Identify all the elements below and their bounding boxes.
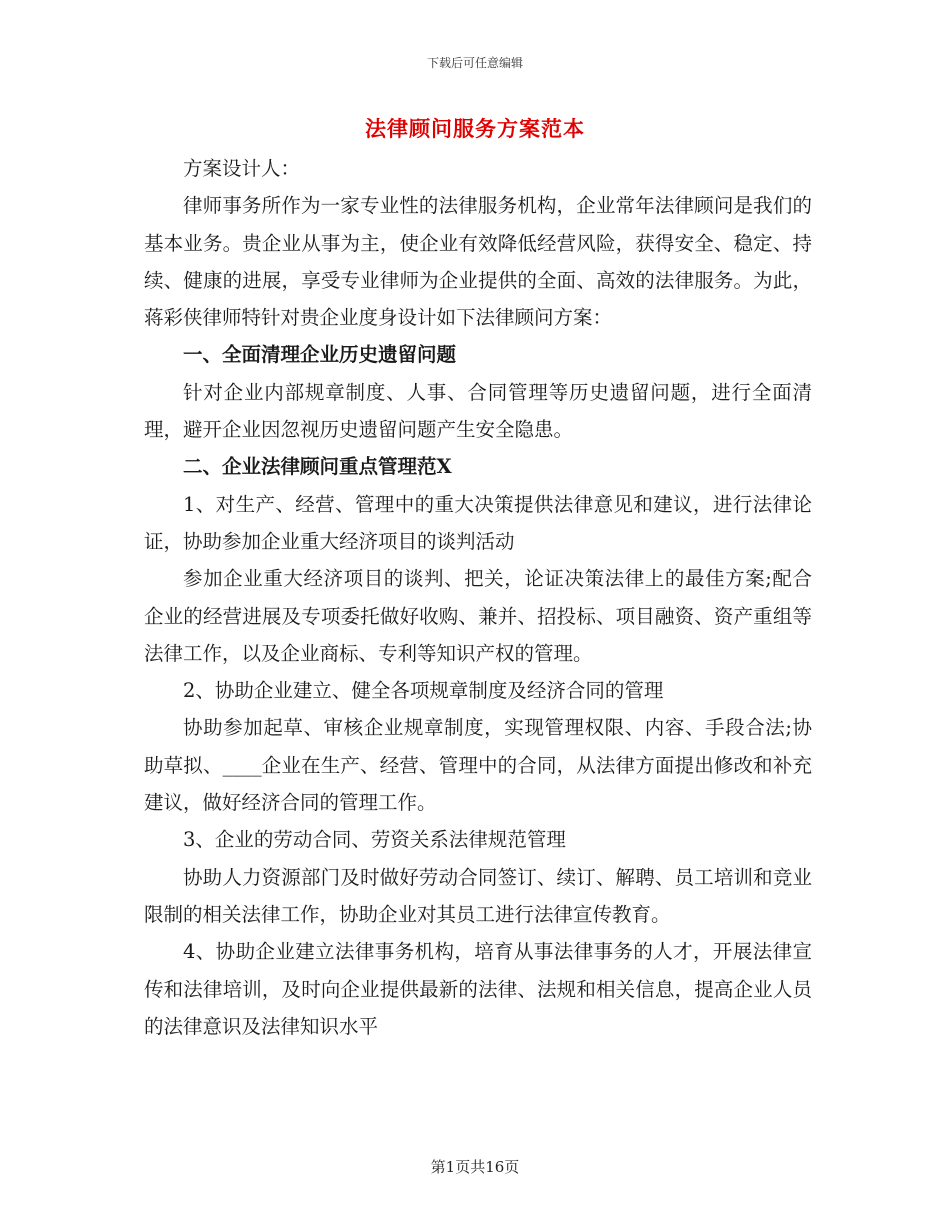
item-2-heading: 2、协助企业建立、健全各项规章制度及经济合同的管理 <box>183 679 664 703</box>
item-2-paragraph: 协助参加起草、审核企业规章制度，实现管理权限、内容、手段合法;协助草拟、____企业在生产、经营、管理中的合同，从法律方面提出修改和补充建议，做好经济合同的管理工作。 <box>144 716 812 815</box>
item-1-paragraph: 参加企业重大经济项目的谈判、把关，论证决策法律上的最佳方案;配合企业的经营进展及专项委托做好收购、兼并、招投标、项目融资、资产重组等法律工作，以及企业商标、专利等知识产权的管理。 <box>144 567 812 665</box>
document-title: 法律顾问服务方案范本 <box>365 116 585 141</box>
section-heading-1: 一、全面清理企业历史遗留问题 <box>183 343 457 367</box>
page-number-footer: 第1页共16页 <box>430 1158 520 1176</box>
intro-paragraph: 律师事务所作为一家专业性的法律服务机构，企业常年法律顾问是我们的基本业务。贵企业从事为主，使企业有效降低经营风险，获得安全、稳定、持续、健康的进展，享受专业律师为企业提供的全面、高效的法律服务。为此，蒋彩侠律师特针对贵企业度身设计如下法律顾问方案： <box>144 194 812 330</box>
item-4-paragraph: 4、协助企业建立法律事务机构，培育从事法律事务的人才，开展法律宣传和法律培训，及时向企业提供最新的法律、法规和相关信息，提高企业人员的法律意识及法律知识水平 <box>144 940 812 1038</box>
document-body <box>144 150 812 1045</box>
section-heading-2: 二、企业法律顾问重点管理范X <box>183 455 452 479</box>
item-3-paragraph: 协助人力资源部门及时做好劳动合同签订、续订、解聘、员工培训和竞业限制的相关法律工作，协助企业对其员工进行法律宣传教育。 <box>144 865 812 926</box>
section-1-paragraph: 针对企业内部规章制度、人事、合同管理等历史遗留问题，进行全面清理，避开企业因忽视历史遗留问题产生安全隐患。 <box>144 380 812 442</box>
item-1-heading: 1、对生产、经营、管理中的重大决策提供法律意见和建议，进行法律论证，协助参加企业重大经济项目的谈判活动 <box>144 492 812 553</box>
header-note: 下载后可任意编辑 <box>426 56 523 70</box>
item-3-heading: 3、企业的劳动合同、劳资关系法律规范管理 <box>183 828 566 852</box>
designer-line: 方案设计人： <box>183 157 301 180</box>
